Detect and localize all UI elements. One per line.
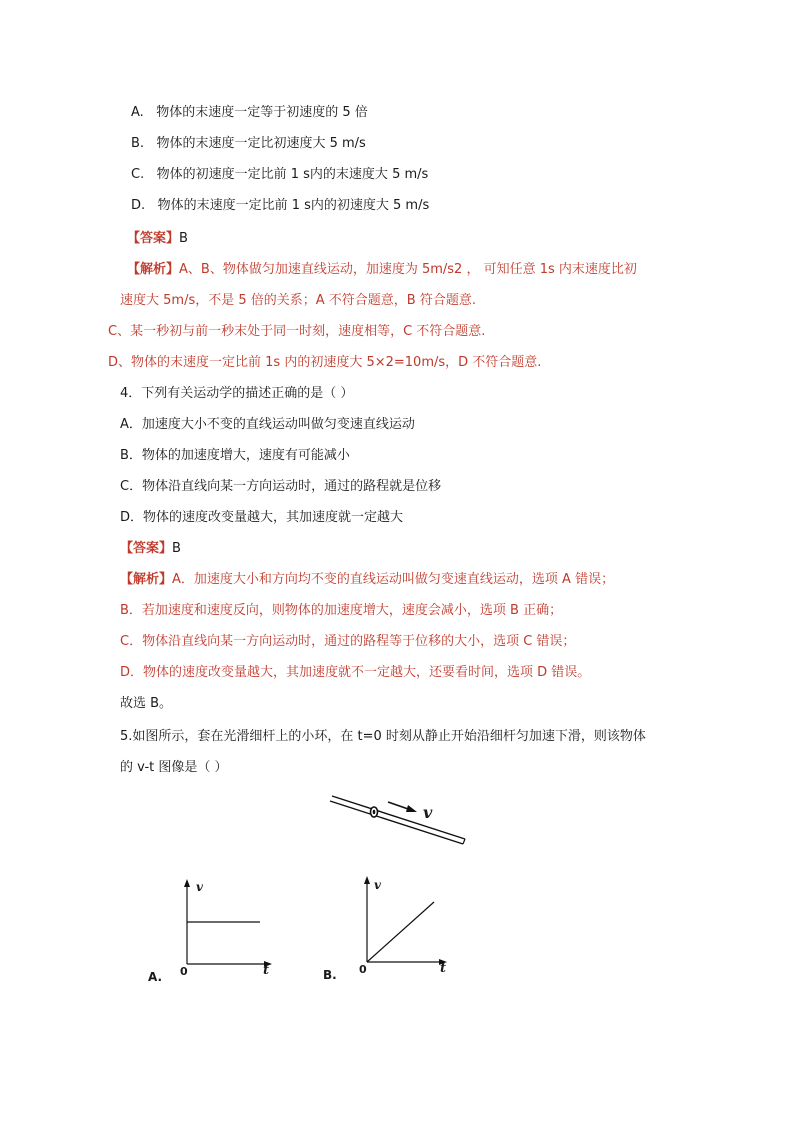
graph-b-x-label: t [440,961,447,976]
q4-option-a: A．加速度大小不变的直线运动叫做匀变速直线运动 [120,417,415,432]
graph-a-y-arrow [184,879,190,887]
q4-analysis-line4: D．物体的速度改变量越大，其加速度就不一定越大，还要看时间，选项 D 错误。 [120,665,591,680]
graph-a-x-label: t [263,963,270,978]
rod-upper-edge [332,796,465,839]
q4-analysis-line3: C．物体沿直线向某一方向运动时，通过的路程等于位移的大小，选项 C 错误； [120,634,576,649]
graph-b-y-arrow [364,876,370,884]
q4-option-b: B．物体的加速度增大，速度有可能减小 [120,448,350,463]
q3-option-b: B. 物体的末速度一定比初速度大 5 m/s [131,136,366,151]
q3-option-d: D. 物体的末速度一定比前 1 s内的初速度大 5 m/s [131,198,430,213]
graph-a [178,876,278,976]
graph-a-option: A. [148,970,163,984]
q4-stem: 4．下列有关运动学的描述正确的是（ ） [120,386,354,401]
rod-velocity-label: v [423,803,433,822]
q5-stem-line1: 5.如图所示，套在光滑细杆上的小环，在 t=0 时刻从静止开始沿细杆匀加速下滑，则该物体 [120,729,646,744]
rod-lower-edge [330,801,463,844]
velocity-arrow-head [406,805,417,812]
q5-stem-line2: 的 v-t 图像是（ ） [120,760,228,775]
q4-conclusion: 故选 B。 [120,696,173,711]
q4-option-c: C．物体沿直线向某一方向运动时，通过的路程就是位移 [120,479,442,494]
q3-option-a: A. 物体的末速度一定等于初速度的 5 倍 [131,105,368,120]
q3-answer: 【答案】B [127,231,188,246]
graph-a-y-label: v [196,880,203,894]
graph-b-line [367,902,434,962]
q3-option-c: C. 物体的初速度一定比前 1 s内的末速度大 5 m/s [131,167,429,182]
q4-analysis-line1: 【解析】A．加速度大小和方向均不变的直线运动叫做匀变速直线运动，选项 A 错误； [120,572,615,587]
q4-answer: 【答案】B [120,541,181,556]
q4-analysis-line2: B．若加速度和速度反向，则物体的加速度增大，速度会减小，选项 B 正确； [120,603,563,618]
graph-b-option: B. [323,968,337,982]
q4-option-d: D．物体的速度改变量越大，其加速度就一定越大 [120,510,404,525]
q3-analysis-line3: C、某一秒初与前一秒末处于同一时刻，速度相等，C 不符合题意. [108,324,486,339]
q3-analysis-line4: D、物体的末速度一定比前 1s 内的初速度大 5×2=10m/s，D 不符合题意. [108,355,542,370]
graph-a-origin: 0 [180,965,188,978]
graph-b-y-label: v [374,878,381,892]
graph-b-origin: 0 [359,963,367,976]
q3-analysis-line1: 【解析】A、B、物体做匀加速直线运动，加速度为 5m/s2 ， 可知任意 1s 内末速度比初 [127,262,637,277]
rod-end [463,839,465,844]
ring-hole [373,810,376,814]
rod-figure [325,790,475,850]
q3-analysis-line2: 速度大 5m/s，不是 5 倍的关系；A 不符合题意，B 符合题意. [120,293,476,308]
